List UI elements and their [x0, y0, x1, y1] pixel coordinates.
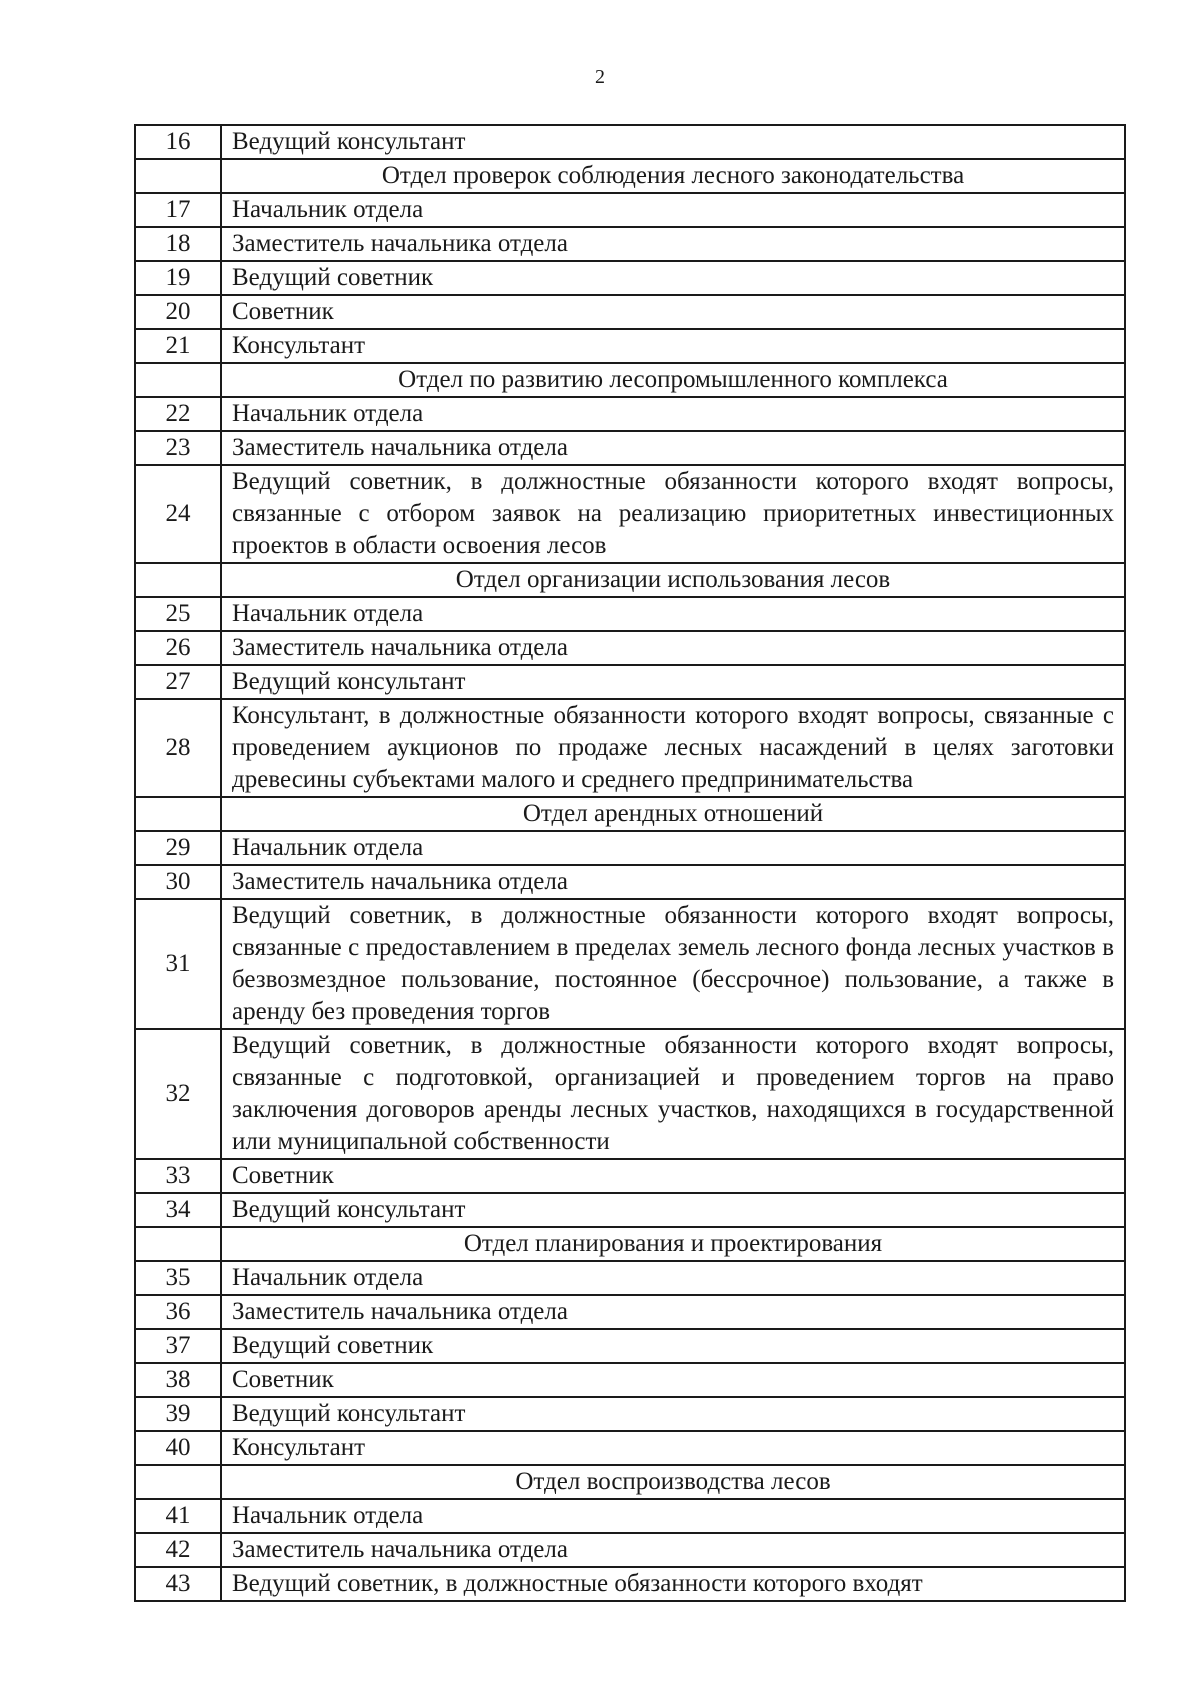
position-title: Начальник отдела: [221, 831, 1125, 865]
section-title: Отдел проверок соблюдения лесного законодательства: [221, 159, 1125, 193]
position-row: [135, 699, 1125, 797]
position-row: [135, 631, 1125, 665]
position-title: Ведущий консультант: [221, 125, 1125, 159]
position-number: 23: [135, 431, 221, 465]
position-row: [135, 227, 1125, 261]
position-title: Консультант, в должностные обязанности которого входят вопросы, связанные с проведением аукционов по продаже лесных насаждений в целях заготовки древесины субъектами малого и среднего предпринимательства: [221, 699, 1125, 797]
position-row: [135, 193, 1125, 227]
position-title: Ведущий советник: [221, 261, 1125, 295]
position-row: [135, 1159, 1125, 1193]
position-row: [135, 1029, 1125, 1159]
section-number-cell: [135, 1227, 221, 1261]
position-title: Ведущий советник, в должностные обязанности которого входят вопросы, связанные с подготовкой, организацией и проведением торгов на право заключения договоров аренды лесных участков, находящихся в государственной или муниципальной собственности: [221, 1029, 1125, 1159]
position-number: 37: [135, 1329, 221, 1363]
position-title: Советник: [221, 1159, 1125, 1193]
position-row: [135, 125, 1125, 159]
position-row: [135, 295, 1125, 329]
position-row: [135, 431, 1125, 465]
position-row: [135, 1363, 1125, 1397]
position-number: 38: [135, 1363, 221, 1397]
position-row: [135, 865, 1125, 899]
position-title: Консультант: [221, 1431, 1125, 1465]
position-row: [135, 1261, 1125, 1295]
position-number: 21: [135, 329, 221, 363]
position-title: Советник: [221, 295, 1125, 329]
position-row: [135, 1499, 1125, 1533]
position-number: 32: [135, 1029, 221, 1159]
position-number: 29: [135, 831, 221, 865]
section-header-row: [135, 563, 1125, 597]
position-number: 30: [135, 865, 221, 899]
position-number: 17: [135, 193, 221, 227]
position-title: Начальник отдела: [221, 1499, 1125, 1533]
position-title: Ведущий консультант: [221, 1193, 1125, 1227]
position-row: [135, 1295, 1125, 1329]
position-row: [135, 1397, 1125, 1431]
position-number: 20: [135, 295, 221, 329]
section-number-cell: [135, 363, 221, 397]
position-title: Начальник отдела: [221, 1261, 1125, 1295]
section-title: Отдел воспроизводства лесов: [221, 1465, 1125, 1499]
position-row: [135, 1533, 1125, 1567]
position-title: Ведущий советник, в должностные обязанности которого входят: [221, 1567, 1125, 1601]
section-header-row: [135, 363, 1125, 397]
position-title: Ведущий советник, в должностные обязанности которого входят вопросы, связанные с отбором заявок на реализацию приоритетных инвестиционных проектов в области освоения лесов: [221, 465, 1125, 563]
section-header-row: [135, 159, 1125, 193]
position-title: Заместитель начальника отдела: [221, 1533, 1125, 1567]
position-row: [135, 597, 1125, 631]
position-number: 27: [135, 665, 221, 699]
position-number: 41: [135, 1499, 221, 1533]
position-title: Ведущий консультант: [221, 1397, 1125, 1431]
position-row: [135, 329, 1125, 363]
position-number: 43: [135, 1567, 221, 1601]
position-number: 33: [135, 1159, 221, 1193]
position-number: 35: [135, 1261, 221, 1295]
position-number: 25: [135, 597, 221, 631]
positions-table: [134, 124, 1126, 1602]
position-number: 16: [135, 125, 221, 159]
position-row: [135, 1431, 1125, 1465]
position-row: [135, 831, 1125, 865]
position-title: Начальник отдела: [221, 193, 1125, 227]
section-title: Отдел организации использования лесов: [221, 563, 1125, 597]
position-row: [135, 465, 1125, 563]
position-row: [135, 1567, 1125, 1601]
section-header-row: [135, 1465, 1125, 1499]
section-number-cell: [135, 159, 221, 193]
section-title: Отдел арендных отношений: [221, 797, 1125, 831]
position-title: Начальник отдела: [221, 397, 1125, 431]
position-number: 39: [135, 1397, 221, 1431]
position-number: 36: [135, 1295, 221, 1329]
positions-table-body: [135, 125, 1125, 1601]
position-row: [135, 397, 1125, 431]
position-title: Советник: [221, 1363, 1125, 1397]
position-row: [135, 665, 1125, 699]
position-row: [135, 261, 1125, 295]
position-title: Заместитель начальника отдела: [221, 431, 1125, 465]
position-row: [135, 899, 1125, 1029]
position-title: Ведущий советник, в должностные обязанности которого входят вопросы, связанные с предоставлением в пределах земель лесного фонда лесных участков в безвозмездное пользование, постоянное (бессрочное) пользование, а также в аренду без проведения торгов: [221, 899, 1125, 1029]
position-title: Заместитель начальника отдела: [221, 1295, 1125, 1329]
position-title: Ведущий консультант: [221, 665, 1125, 699]
position-number: 42: [135, 1533, 221, 1567]
position-number: 40: [135, 1431, 221, 1465]
position-row: [135, 1329, 1125, 1363]
section-header-row: [135, 797, 1125, 831]
position-title: Ведущий советник: [221, 1329, 1125, 1363]
section-number-cell: [135, 797, 221, 831]
position-title: Заместитель начальника отдела: [221, 865, 1125, 899]
position-number: 24: [135, 465, 221, 563]
position-number: 19: [135, 261, 221, 295]
position-number: 28: [135, 699, 221, 797]
section-number-cell: [135, 1465, 221, 1499]
section-header-row: [135, 1227, 1125, 1261]
position-number: 31: [135, 899, 221, 1029]
position-number: 18: [135, 227, 221, 261]
position-title: Консультант: [221, 329, 1125, 363]
position-number: 34: [135, 1193, 221, 1227]
section-number-cell: [135, 563, 221, 597]
position-title: Начальник отдела: [221, 597, 1125, 631]
position-number: 22: [135, 397, 221, 431]
page-number: 2: [595, 66, 605, 88]
position-number: 26: [135, 631, 221, 665]
position-row: [135, 1193, 1125, 1227]
position-title: Заместитель начальника отдела: [221, 631, 1125, 665]
section-title: Отдел планирования и проектирования: [221, 1227, 1125, 1261]
section-title: Отдел по развитию лесопромышленного комплекса: [221, 363, 1125, 397]
position-title: Заместитель начальника отдела: [221, 227, 1125, 261]
